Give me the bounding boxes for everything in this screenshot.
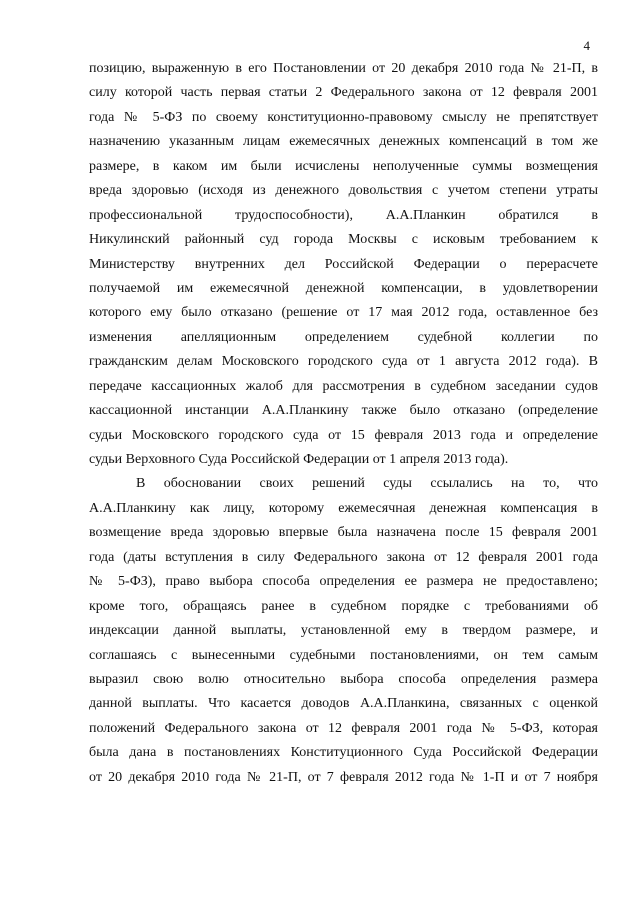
text-line: индексации данной выплаты, установленной ему в твердом размере, и bbox=[89, 623, 598, 639]
text-line: года № 5-ФЗ по своему конституционно-правовому смыслу не препятствует bbox=[89, 109, 598, 125]
text-line: размере, в каком им были исчислены неполученные суммы возмещения bbox=[89, 158, 598, 174]
text-line: изменения апелляционным определением судебной коллегии по bbox=[89, 329, 598, 345]
text-line: выразил свою волю относительно выбора способа определения размера bbox=[89, 671, 598, 687]
document-body bbox=[89, 57, 598, 790]
text-line: гражданским делам Московского городского суда от 1 августа 2012 года). В bbox=[89, 354, 598, 370]
text-line: № 5-ФЗ), право выбора способа определения ее размера не предоставлено; bbox=[89, 574, 598, 590]
text-line: кассационной инстанции А.А.Планкину также было отказано (определение bbox=[89, 403, 598, 419]
text-line: положений Федерального закона от 12 февраля 2001 года № 5-ФЗ, которая bbox=[89, 720, 598, 736]
text-line: Никулинский районный суд города Москвы с исковым требованием к bbox=[89, 232, 598, 248]
text-line: которого ему было отказано (решение от 17 мая 2012 года, оставленное без bbox=[89, 305, 598, 321]
text-line: судьи Московского городского суда от 15 февраля 2013 года и определение bbox=[89, 427, 598, 443]
text-line: года (даты вступления в силу Федерального закона от 12 февраля 2001 года bbox=[89, 549, 598, 565]
paragraph bbox=[89, 57, 598, 472]
text-line: кроме того, обращаясь ранее в судебном порядке с требованиями об bbox=[89, 598, 598, 614]
text-line: была дана в постановлениях Конституционного Суда Российской Федерации bbox=[89, 745, 598, 761]
text-line: возмещение вреда здоровью впервые была назначена после 15 февраля 2001 bbox=[89, 525, 598, 541]
text-line: назначению указанным лицам ежемесячных денежных компенсаций в том же bbox=[89, 134, 598, 150]
text-line: позицию, выраженную в его Постановлении от 20 декабря 2010 года № 21-П, в bbox=[89, 61, 598, 76]
text-line: силу которой часть первая статьи 2 Федерального закона от 12 февраля 2001 bbox=[89, 85, 598, 101]
text-line: передаче кассационных жалоб для рассмотрения в судебном заседании судов bbox=[89, 378, 598, 394]
text-line: А.А.Планкину как лицу, которому ежемесячная денежная компенсация в bbox=[89, 500, 598, 516]
text-line: соглашаясь с вынесенными судебными постановлениями, он тем самым bbox=[89, 647, 598, 663]
page-number: 4 bbox=[583, 38, 590, 53]
text-line: от 20 декабря 2010 года № 21-П, от 7 февраля 2012 года № 1-П и от 7 ноября bbox=[89, 769, 598, 785]
text-line: получаемой им ежемесячной денежной компенсации, в удовлетворении bbox=[89, 280, 598, 296]
text-line: вреда здоровью (исходя из денежного довольствия с учетом степени утраты bbox=[89, 183, 598, 199]
text-line: данной выплаты. Что касается доводов А.А.Планкина, связанных с оценкой bbox=[89, 696, 598, 712]
paragraph bbox=[89, 472, 598, 790]
text-line: В обосновании своих решений суды ссылались на то, что bbox=[136, 476, 598, 492]
text-line: судьи Верховного Суда Российской Федерации от 1 апреля 2013 года). bbox=[89, 452, 509, 467]
text-line: профессиональной трудоспособности), А.А.Планкин обратился в bbox=[89, 207, 598, 223]
text-line: Министерству внутренних дел Российской Федерации о перерасчете bbox=[89, 256, 598, 272]
